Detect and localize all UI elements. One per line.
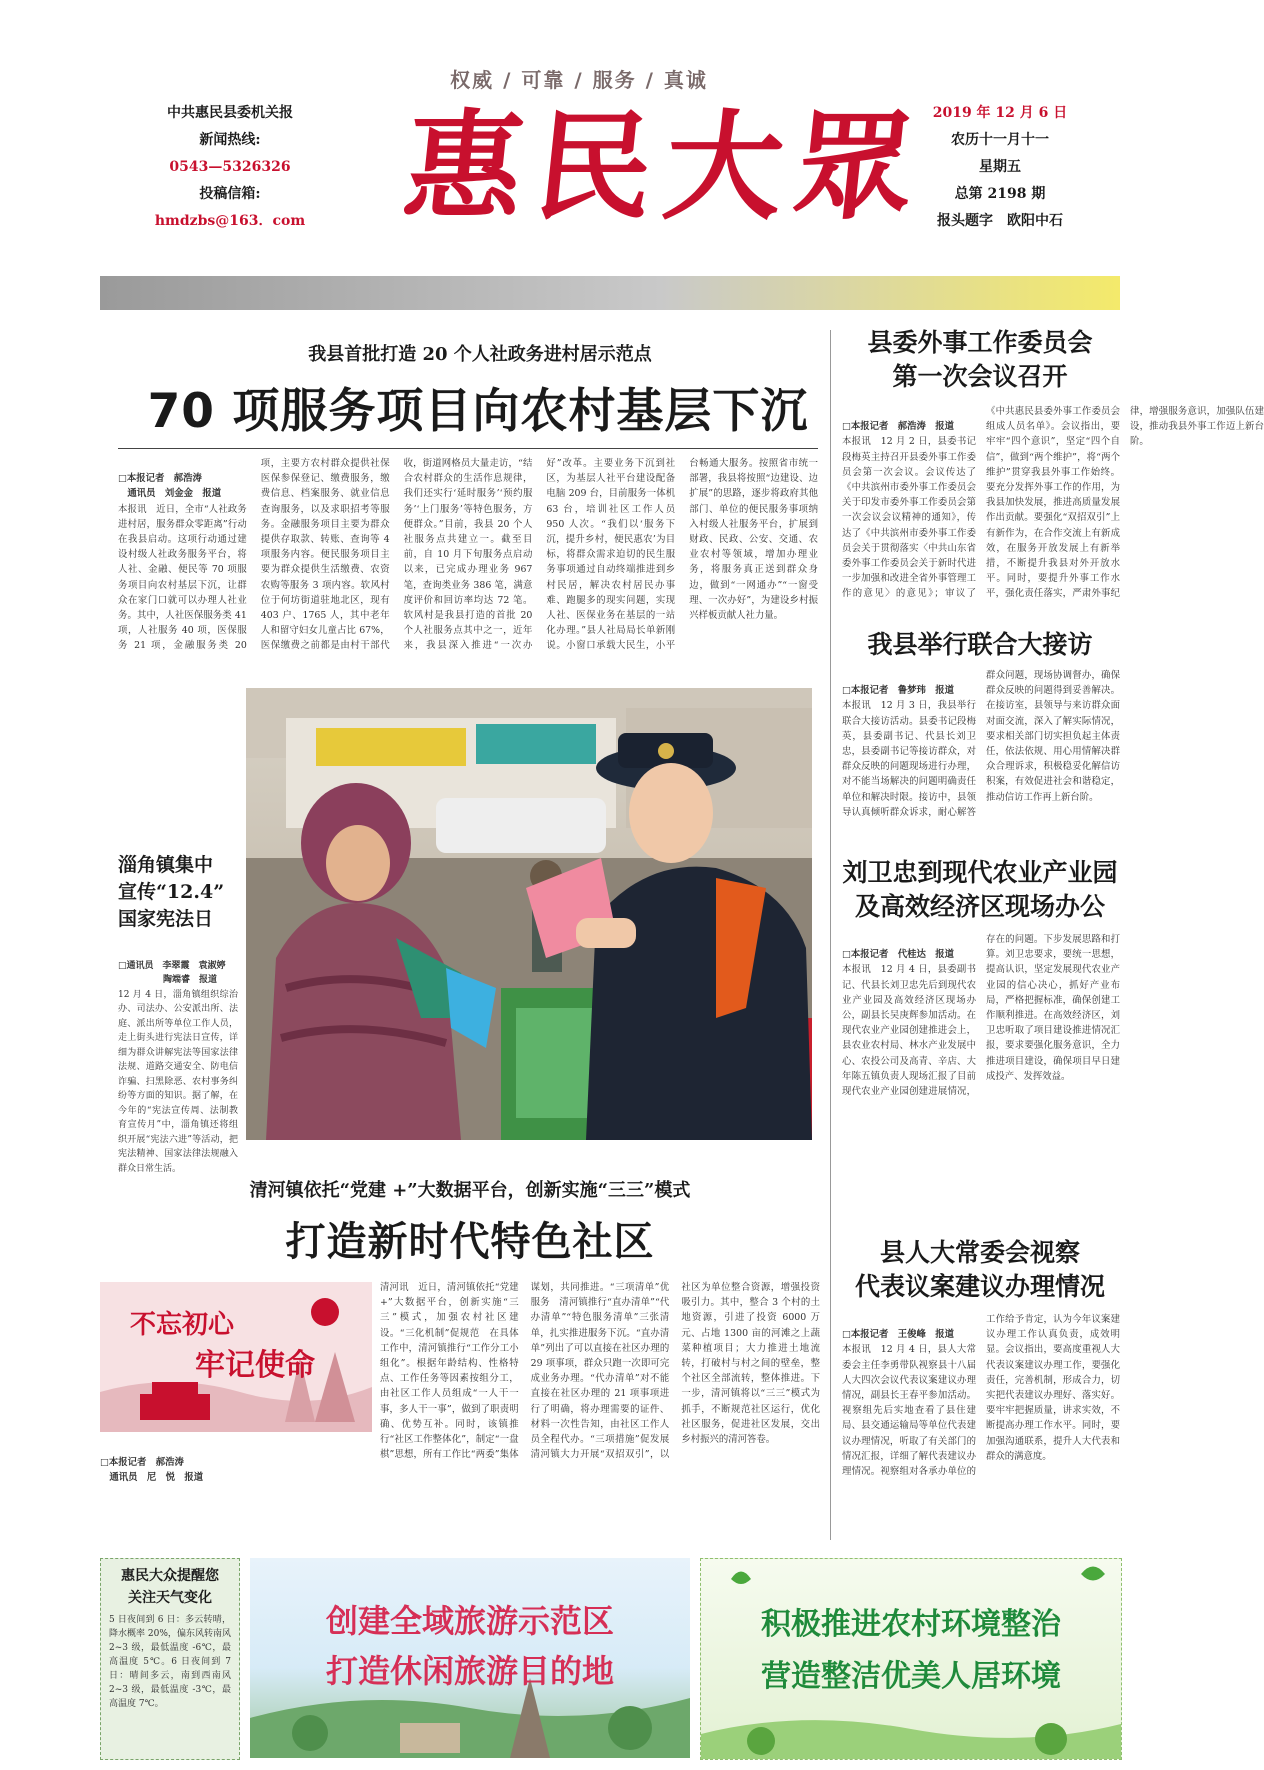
side2-title: 我县举行联合大接访 xyxy=(867,630,1093,659)
lead-byline: □本报记者 郝浩涛 通讯员 刘金金 报道 xyxy=(118,473,222,500)
side3-body: 本报讯 12 月 4 日，县委副书记、代县长刘卫忠先后到现代农业产业园及高效经济区现场办公，副县长吴庚辉参加活动。在现代农业产业园创建推进会上，县农业农村局、林水产业发展中心、农投公司及高青、辛店、大年陈五镇负责人现场汇报了目前现代农业产业园创建进展情况，存在的问题。下步发展思路和打算。刘卫忠要求，要统一思想，提高认识，坚定发展现代农业产业园的信心决心，抓好产业布局，严格把握标准，确保创建工作顺利推进。在高效经济区，刘卫忠听取了项目建设推进情况汇报，要求要强化服务意识，全力推进项目建设，确保项目早日建成投产、发挥效益。 xyxy=(842,934,1120,1098)
publisher-org: 中共惠民县委机关报 xyxy=(167,105,293,121)
environment-ad-line-2: 营造整洁优美人居环境 xyxy=(761,1659,1061,1694)
header-color-bar xyxy=(100,276,1120,310)
environment-ad-line-1: 积极推进农村环境整治 xyxy=(761,1607,1061,1642)
side1-article xyxy=(842,404,1264,604)
newspaper-masthead: 惠民大眾 xyxy=(397,97,933,236)
side3-title: 刘卫忠到现代农业产业园 及高效经济区现场办公 xyxy=(842,858,1118,921)
photo-story-body: 12 月 4 日，淄角镇组织综治办、司法办、公安派出所、法庭、派出所等单位工作人员，走上街头进行宪法日宣传，详细为群众讲解宪法等国家法律法规、道路交通安全、防电信诈骗、扫黑除恶、农村事务纠纷等方面的知识。据了解，在今年的“宪法宣传周、法制教育宣传月”中，淄角镇还将组织开展“宪法六进”等活动，把宪法精神、国家法律法规融入群众日常生活。 xyxy=(118,989,238,1174)
side4-article xyxy=(842,1312,1120,1550)
slogan-line-1: 不忘初心 xyxy=(130,1310,235,1340)
side2-body: 本报讯 12 月 3 日，我县举行联合大接访活动。县委书记段梅英，县委副书记、代县长刘卫忠，县委副书记等接访群众，对群众反映的问题现场进行办理，对不能当场解决的问题明确责任单位和解决时限。接访中，县领导认真倾听群众诉求，耐心解答群众问题，现场协调督办，确保群众反映的问题得到妥善解决。在接访室，县领导与来访群众面对面交流，深入了解实际情况，要求相关部门切实担负起主体责任，依法依规、用心用情解决群众合理诉求，积极稳妥化解信访积案，有效促进社会和谐稳定，推动信访工作再上新台阶。 xyxy=(842,670,1120,818)
masthead-motto: 权威 / 可靠 / 服务 / 真诚 xyxy=(450,68,708,92)
hotline-number: 0543—5326326 xyxy=(169,159,291,175)
side1-body: 本报讯 12 月 2 日，县委书记段梅英主持召开县委外事工作委员会第一次会议。会议传达了《中共滨州市委外事工作委员会关于印发市委外事工作委员会第一次会议会议精神的通知》，传达了《中共滨州市委外事工作委员会关于贯彻落实〈中共山东省委外事工作委员会关于新时代进一步加强和改进全省外事管理工作的意见〉的意见》；审议了《中共惠民县委外事工作委员会组成人员名单》。会议指出，要牢牢“四个意识”，坚定“四个自信”，做到“两个维护”，将“两个维护”贯穿我县外事工作始终。要充分发挥外事工作的作用，为我县加快发展，推进高质量发展作出贡献。要强化“双招双引”上有新作为，在合作交流上有新成效，在服务开放发展上有新举措，不断提升我县对外开放水平。同时，要提升外事工作水平，强化责任落实，严肃外事纪律，增强服务意识，加强队伍建设，推动我县外事工作迈上新台阶。 xyxy=(842,406,1264,600)
lead-rule xyxy=(118,448,818,449)
side2-byline: □本报记者 鲁梦玮 报道 xyxy=(842,685,954,697)
side4-title: 县人大常委会视察 代表议案建议办理情况 xyxy=(854,1238,1105,1301)
issue-number: 总第 2198 期 xyxy=(954,186,1046,202)
lunar-date: 农历十一月十一 xyxy=(951,132,1049,148)
side4-body: 本报讯 12 月 4 日，县人大常委会主任李勇带队视察县十八届人大四次会议代表议案建议办理情况，副县长王春平参加活动。视察组先后实地查看了县住建局、县交通运输局等单位代表建议办理情况，听取了有关部门的情况汇报，详细了解代表建议办理情况。视察组对各承办单位的工作给予肯定，认为今年议案建议办理工作认真负责，成效明显。会议指出，要高度重视人大代表议案建议办理工作，要强化责任，完善机制，形成合力，切实把代表建议办理好、落实好。要牢牢把握质量，讲求实效，不断提高办理工作水平。同时，要加强沟通联系，提升人大代表和群众的满意度。 xyxy=(842,1314,1120,1478)
hotline-label: 新闻热线: xyxy=(199,132,261,148)
side1-byline: □本报记者 郝浩涛 报道 xyxy=(842,421,954,433)
side2-article xyxy=(842,668,1120,838)
side3-article xyxy=(842,932,1120,1202)
email-label: 投稿信箱: xyxy=(199,186,261,202)
weekday: 星期五 xyxy=(979,159,1021,175)
photo-story-byline: □通讯员 李翠霞 袁淑婷 陶端睿 报道 xyxy=(118,960,226,985)
weather-body: 5 日夜间到 6 日：多云转晴，降水概率 20%，偏东风转南风 2~3 级，最低温度 -6℃，最高温度 5℃。6 日夜间到 7 日：晴间多云，南到西南风 2~3 级，最低温度 -3℃，最高温度 7℃。 xyxy=(109,1615,231,1709)
weather-box xyxy=(100,1558,240,1760)
tourism-ad xyxy=(250,1558,690,1758)
feature-article: 清河讯 近日，清河镇依托“党建 +”大数据平台，创新实施“三三”模式，加强农村社区建设。“三化机制”促规范 在具体工作中，清河镇推行“工作分工小组化”。根据年龄结构、性格特点、工作任务等因素按组分工，由社区工作人员组成“一人干一事，多人干一事”，做到了职责明确、优势互补。同时，该镇推行“社区工作整体化”，制定“一盘棋”思想，所有工作比“两委”集体谋划，共同推进。“三项清单”优服务 清河镇推行“直办清单”“代办清单”“特色服务清单”三张清单，扎实推进服务下沉。“直办清单”列出了可以直接在社区办理的 29 项事项，群众只跑一次即可完成业务办理。“代办清单”对不能直接在社区办理的 21 项事项进行了明确，将办理需要的证件、材料一次性告知，由社区工作人员全程代办。“三项措施”促发展 清河镇大力开展“双招双引”，以社区为单位整合资源，增强投资吸引力。其中，整合 3 个村的土地资源，引进了投资 6000 万元、占地 1300 亩的河滩之上蔬菜种植项目；大力推进土地流转，打破村与村之间的壁垒，整个社区全部流转，整体推进。下一步，清河镇将以“三三”模式为抓手，不断规范社区运行，优化社区服务，促进社区发展，交出乡村振兴的清河答卷。 xyxy=(380,1282,820,1461)
side3-byline: □本报记者 代桂达 报道 xyxy=(842,949,954,961)
header-info-right xyxy=(920,100,1080,235)
header-info-left xyxy=(140,100,320,235)
weather-title: 惠民大众提醒您 关注天气变化 xyxy=(121,1568,219,1606)
tourism-ad-line-2: 打造休闲旅游目的地 xyxy=(325,1652,614,1690)
masthead-credit: 报头题字 欧阳中石 xyxy=(937,213,1063,229)
feature-intro xyxy=(100,1440,372,1550)
tourism-ad-line-1: 创建全域旅游示范区 xyxy=(325,1602,614,1640)
email-address: hmdzbs@163．com xyxy=(154,213,306,229)
feature-headline: 打造新时代特色社区 xyxy=(285,1218,655,1265)
column-divider xyxy=(830,330,831,1540)
lead-kicker: 我县首批打造 20 个人社政务进村居示范点 xyxy=(308,344,652,365)
lead-article xyxy=(118,456,818,656)
side1-title: 县委外事工作委员会 第一次会议召开 xyxy=(867,328,1093,391)
feature-byline: □本报记者 郝浩涛 通讯员 尼 悦 报道 xyxy=(100,1457,204,1484)
slogan-line-2: 牢记使命 xyxy=(195,1348,315,1383)
lead-headline: 70 项服务项目向农村基层下沉 xyxy=(147,384,809,439)
lead-body: 本报讯 近日，全市“人社政务进村居，服务群众零距离”行动在我县启动。这项行动通过建设村级人社政务服务平台，将人社、金融、便民等 70 项服务项目向农村基层下沉，让群众在家门口就可以办理人社业务。其中，人社医保服务类 41 项，人社服务 40 项，医保服务 21 项，金融服务类 20 项，主要方农村群众提供社保医保参保登记、缴费服务，缴费信息、档案服务、就业信息查询服务，以及求职招考等服务。金融服务项目主要为群众提供存取款、转账、查询等 4 项服务内容。便民服务项目主要为群众提供生活缴费、农资农购等服务 3 项内容。软风村位于何坊街道驻地北区，现有 403 户、1765 人，其中老年人和留守妇女儿童占比 67%，医保缴费之前都是由村干部代收，街道网格员大量走访，“结合农村群众的生活作息规律，我们还实行‘延时服务’‘预约服务’‘上门服务’等特色服务，方便群众。”目前，我县 20 个人社服务点共建立一。截至目前，自 10 月下旬服务点启动以来，已完成办理业务 967 笔，查询类业务 386 笔，满意度评价和回访率均达 72 笔。软风村是我县打造的首批 20 个人社服务点其中之一，近年来，我县深入推进“一次办好”改革。主要业务下沉到社区，为基层人社平台建设配备电脑 209 台，目前服务一体机 63 台，培训社区工作人员 950 人次。“我们以‘服务下沉，提升乡村，便民惠农’为目标，将群众需求迫切的民生服务事项通过自动终端推进到乡村民居，解决农村居民办事难、跑腿多的现实问题，实现人社、医保业务在基层的一站化办理。”县人社局局长单新刚说。小窗口承载大民生，小平台畅通大服务。按照省市统一部署，我县将按照“边建设、边扩展”的思路，逐步将政府其他部门、单位的便民服务事项纳入村级人社服务平台，扩展到财政、民政、公安、交通、农业农村等领域，增加办理业务，将服务真正送到群众身边，做到“一网通办”“一窗受理、一次办好”，为建设乡村振兴样板贡献人社力量。 xyxy=(118,458,818,652)
issue-date: 2019 年 12 月 6 日 xyxy=(932,105,1068,121)
photo-story-title: 淄角镇集中 宣传“12.4” 国家宪法日 xyxy=(118,854,225,930)
environment-ad xyxy=(700,1558,1122,1760)
photo-illustration xyxy=(246,688,812,1140)
side4-byline: □本报记者 王俊峰 报道 xyxy=(842,1329,954,1341)
photo-story-text xyxy=(118,944,238,1174)
constitution-day-photo xyxy=(246,688,812,1140)
feature-kicker: 清河镇依托“党建 +”大数据平台，创新实施“三三”模式 xyxy=(249,1180,691,1201)
party-slogan-inset xyxy=(100,1282,372,1432)
